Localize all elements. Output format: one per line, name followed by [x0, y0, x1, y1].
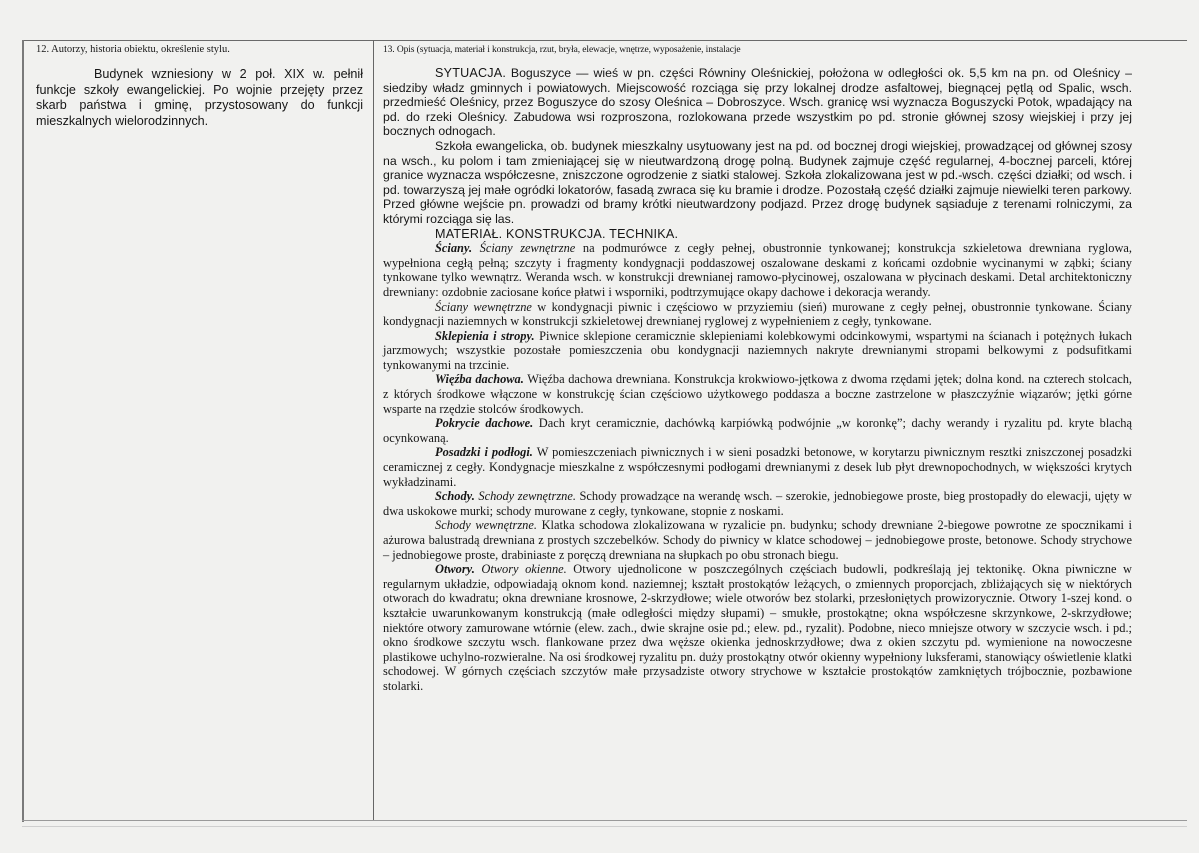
form-bottom-rule	[22, 820, 1187, 821]
history-text: Budynek wzniesiony w 2 poł. XIX w. pełnił funkcje szkoły ewangelickiej. Po wojnie przejęty przez skarb państwa i gminę, przystosowany do funkcji mieszkalnych wielorodzinnych.	[36, 67, 363, 128]
posadzki-label: Posadzki i podłogi.	[435, 445, 533, 460]
authors-history-section	[36, 44, 363, 129]
wiezba-text: Więźba dachowa drewniana. Konstrukcja krokwiowo-jętkowa z dwoma rzędami jętek; dolna kond. na czterech stolcach, z których środkowe włączone w konstrukcję ścian częściowo użytkowego poddasza a boczne zastrzelone w płaszczyźnie wiązarów; jętki górne wsparte na rzędzie stolców środkowych.	[383, 372, 1133, 416]
sciany-zew-label: Ściany zewnętrzne	[479, 241, 576, 256]
schody-wew-label: Schody wewnętrzne.	[435, 518, 537, 533]
sklepienia-label: Sklepienia i stropy.	[435, 328, 535, 343]
sciany-label: Ściany.	[435, 241, 473, 256]
paragraph-wiezba	[383, 372, 1132, 416]
paragraph-otwory	[383, 562, 1132, 693]
sklepienia-text: Piwnice sklepione ceramicznie sklepieniami kolebkowymi odcinkowymi, wspartymi na ścianach i potężnych łukach jarzmowych; wszystkie pozostałe pomieszczenia obu kondygnacji naziemnych nakryte drewnianymi stropami belkowymi z podsufitkami tynkowanymi na trzcinie.	[383, 328, 1132, 372]
otwory-label: Otwory.	[435, 562, 475, 577]
section-12-heading: 12. Autorzy, historia obiektu, określenie stylu.	[36, 44, 230, 55]
paragraph-posadzki	[383, 445, 1132, 489]
szkola-text: Szkoła ewangelicka, ob. budynek mieszkalny usytuowany jest na pd. od bocznej drogi wiejskiej, prowadzącej od głównej szosy na wsch., ku polom i tam zmieniającej się w nieutwardzoną drogę polną. Budynek zajmuje część regularnej, 4-bocznej parceli, której granice wyznacza współczesne, zniszczone ogrodzenie z siatki stalowej. Szkoła zlokalizowana jest w pd.-wsch. części działki; od wsch. i pd. towarzyszą jej małe ogródki lokatorów, fasadą zwraca się ku bramie i drodze. Pozostałą część działki zajmuje niewielki teren parkowy. Przed główne wejście pn. prowadzi od bramy krótki nieutwardzony podjazd. Przez drogę budynek sąsiaduje z terenami rolniczymi, za którymi rozciąga się las.	[383, 138, 1132, 226]
sytuacja-label: SYTUACJA.	[435, 66, 507, 80]
paragraph-pokrycie	[383, 416, 1132, 445]
sytuacja-text: Boguszyce — wieś w pn. części Równiny Oleśnickiej, położona w odległości ok. 5,5 km na pn. od Oleśnicy – siedziby władz gminnych i powiatowych. Miejscowość rozciąga się przy lokalnej drodze asfaltowej, biegnącej pętlą od Spalic, wsch. przedmieść Oleśnicy, przez Boguszyce do szosy Oleśnica – Dobroszyce. Wsch. granicę wsi wyznacza Boguszycki Potok, wpadający na pd. do rzeki Oleśnicy. Zabudowa wsi rozproszona, rozlokowana przede wszystkim po pd. stronie głównej szosy wiejskiej i przy jej bocznych odnogach.	[383, 66, 1132, 139]
sciany-wew-label: Ściany wewnętrzne	[435, 299, 532, 314]
paragraph-sciany-wew	[383, 300, 1132, 329]
schody-label: Schody.	[435, 489, 475, 504]
sciany-wew-text: w kondygnacji piwnic i częściowo w przyziemiu (sień) murowane z cegły pełnej, obustronnie tynkowane. Ściany kondygnacji naziemnych w konstrukcji szkieletowej drewnianej ryglowej z wypełnieniem z cegły, tynkowane.	[383, 299, 1132, 329]
schody-wew-text: Klatka schodowa zlokalizowana w ryzalicie pn. budynku; schody drewniane 2-biegowe powrotne ze spocznikami i ażurowa balustradą drewniana z prostych szczebelków. Schody do piwnicy w klatce schodowej – jednobiegowe proste, betonowe. Schody strychowe – jednobiegowe proste, drabiniaste z poręczą drewniana na słupkach po obu stronach biegu.	[383, 518, 1132, 562]
description-body	[383, 66, 1132, 694]
wiezba-label: Więźba dachowa.	[435, 372, 524, 387]
paragraph-schody-wew	[383, 518, 1132, 562]
paragraph-sytuacja	[383, 66, 1132, 139]
otwory-okienne-label: Otwory okienne.	[481, 562, 567, 577]
material-label: MATERIAŁ. KONSTRUKCJA. TECHNIKA.	[435, 226, 679, 241]
column-divider	[373, 40, 374, 820]
paragraph-sciany-zew	[383, 241, 1132, 299]
scan-edge-line	[22, 826, 1187, 827]
paragraph-material-heading	[383, 227, 1132, 242]
posadzki-text: W pomieszczeniach piwnicznych i w sieni posadzki betonowe, w korytarzu piwnicznym resztki zniszczonej posadzki ceramicznej z cegły. Kondygnacje mieszkalne z współczesnymi podłogami drewnianymi z desek lub płyt drewnopochodnych, w większości krytych wykładzinami.	[383, 445, 1132, 489]
pokrycie-label: Pokrycie dachowe.	[435, 416, 534, 431]
schody-zew-text: Schody prowadzące na werandę wsch. – szerokie, jednobiegowe proste, bieg prostopadły do elewacji, ujęty w dwa uskokowe murki; schody murowane z cegły, tynkowane, stopnie z noskami.	[383, 489, 1132, 518]
paragraph-sklepienia	[383, 329, 1132, 373]
paragraph-szkola	[383, 139, 1132, 227]
schody-zew-label: Schody zewnętrzne.	[478, 489, 576, 504]
form-left-rule	[22, 40, 24, 822]
description-section	[383, 44, 1132, 694]
sciany-zew-text: na podmurówce z cegły pełnej, obustronnie tynkowanej; konstrukcja szkieletowa drewniana ryglowa, wypełniona cegłą pełną; szczyty i fragmenty kondygnacji poddaszowej oszalowane deskami z końcami ozdobnie wycinanymi w ząbki; ściany tynkowane tylko wewnątrz. Weranda wsch. w konstrukcji drewnianej ramowo-płycinowej, oszalowana w płycinach deskami. Detal architektoniczny drewniany: ozdobnie zaciosane końce płatwi i wsporniki, podtrzymujące okapy dachowe i dekoracja werandy.	[383, 241, 1133, 299]
form-top-rule	[22, 40, 1187, 41]
pokrycie-text: Dach kryt ceramicznie, dachówką karpiówką podwójnie „w koronkę”; dachy werandy i ryzalitu pd. kryte blachą ocynkowaną.	[383, 416, 1132, 445]
otwory-text: Otwory ujednolicone w poszczególnych częściach budowli, podkreślają jej tektonikę. Okna piwniczne w regularnym układzie, odpowiadają oknom kond. naziemnej; kształt prostokątów leżących, o zmiennych proporcjach, zbliżających się w niektórych otworach do kwadratu; okna drewniane krosnowe, 2-skrzydłowe; wiele otworów bez stolarki, przesłoniętych prowizorycznie. Otwory 1-szej kond. o kształcie uwarunkowanym konstrukcją (małe odległości między słupami) – smukłe, prostokątne; okna współczesne skrzynkowe, 2-skrzydłowe; niektóre otwory zamurowane wtórnie (elew. zach., dwie skrajne osie pd.; elew. pd., ryzalit). Podobne, nieco mniejsze otwory w szczycie wsch. i pd.; okno środkowe szczytu wsch. flankowane przez dwa węższe okienka jednoskrzydłowe; dwa z okien szczytu pd. wymienione na nowoczesne plastikowe uchylno-rozwieralne. Na osi środkowej ryzalitu pn. duży prostokątny otwór okienny wypełniony luksferami, stanowiący oświetlenie klatki schodowej. W górnych częściach szczytów małe przysadziste otwory strychowe w kształcie prostokątów zamkniętych trójbocznie, pozbawione stolarki.	[383, 562, 1132, 693]
paragraph-schody-zew	[383, 489, 1132, 518]
section-13-heading: 13. Opis (sytuacja, materiał i konstrukcja, rzut, bryła, elewacje, wnętrze, wyposażenie, instalacje	[383, 45, 741, 55]
